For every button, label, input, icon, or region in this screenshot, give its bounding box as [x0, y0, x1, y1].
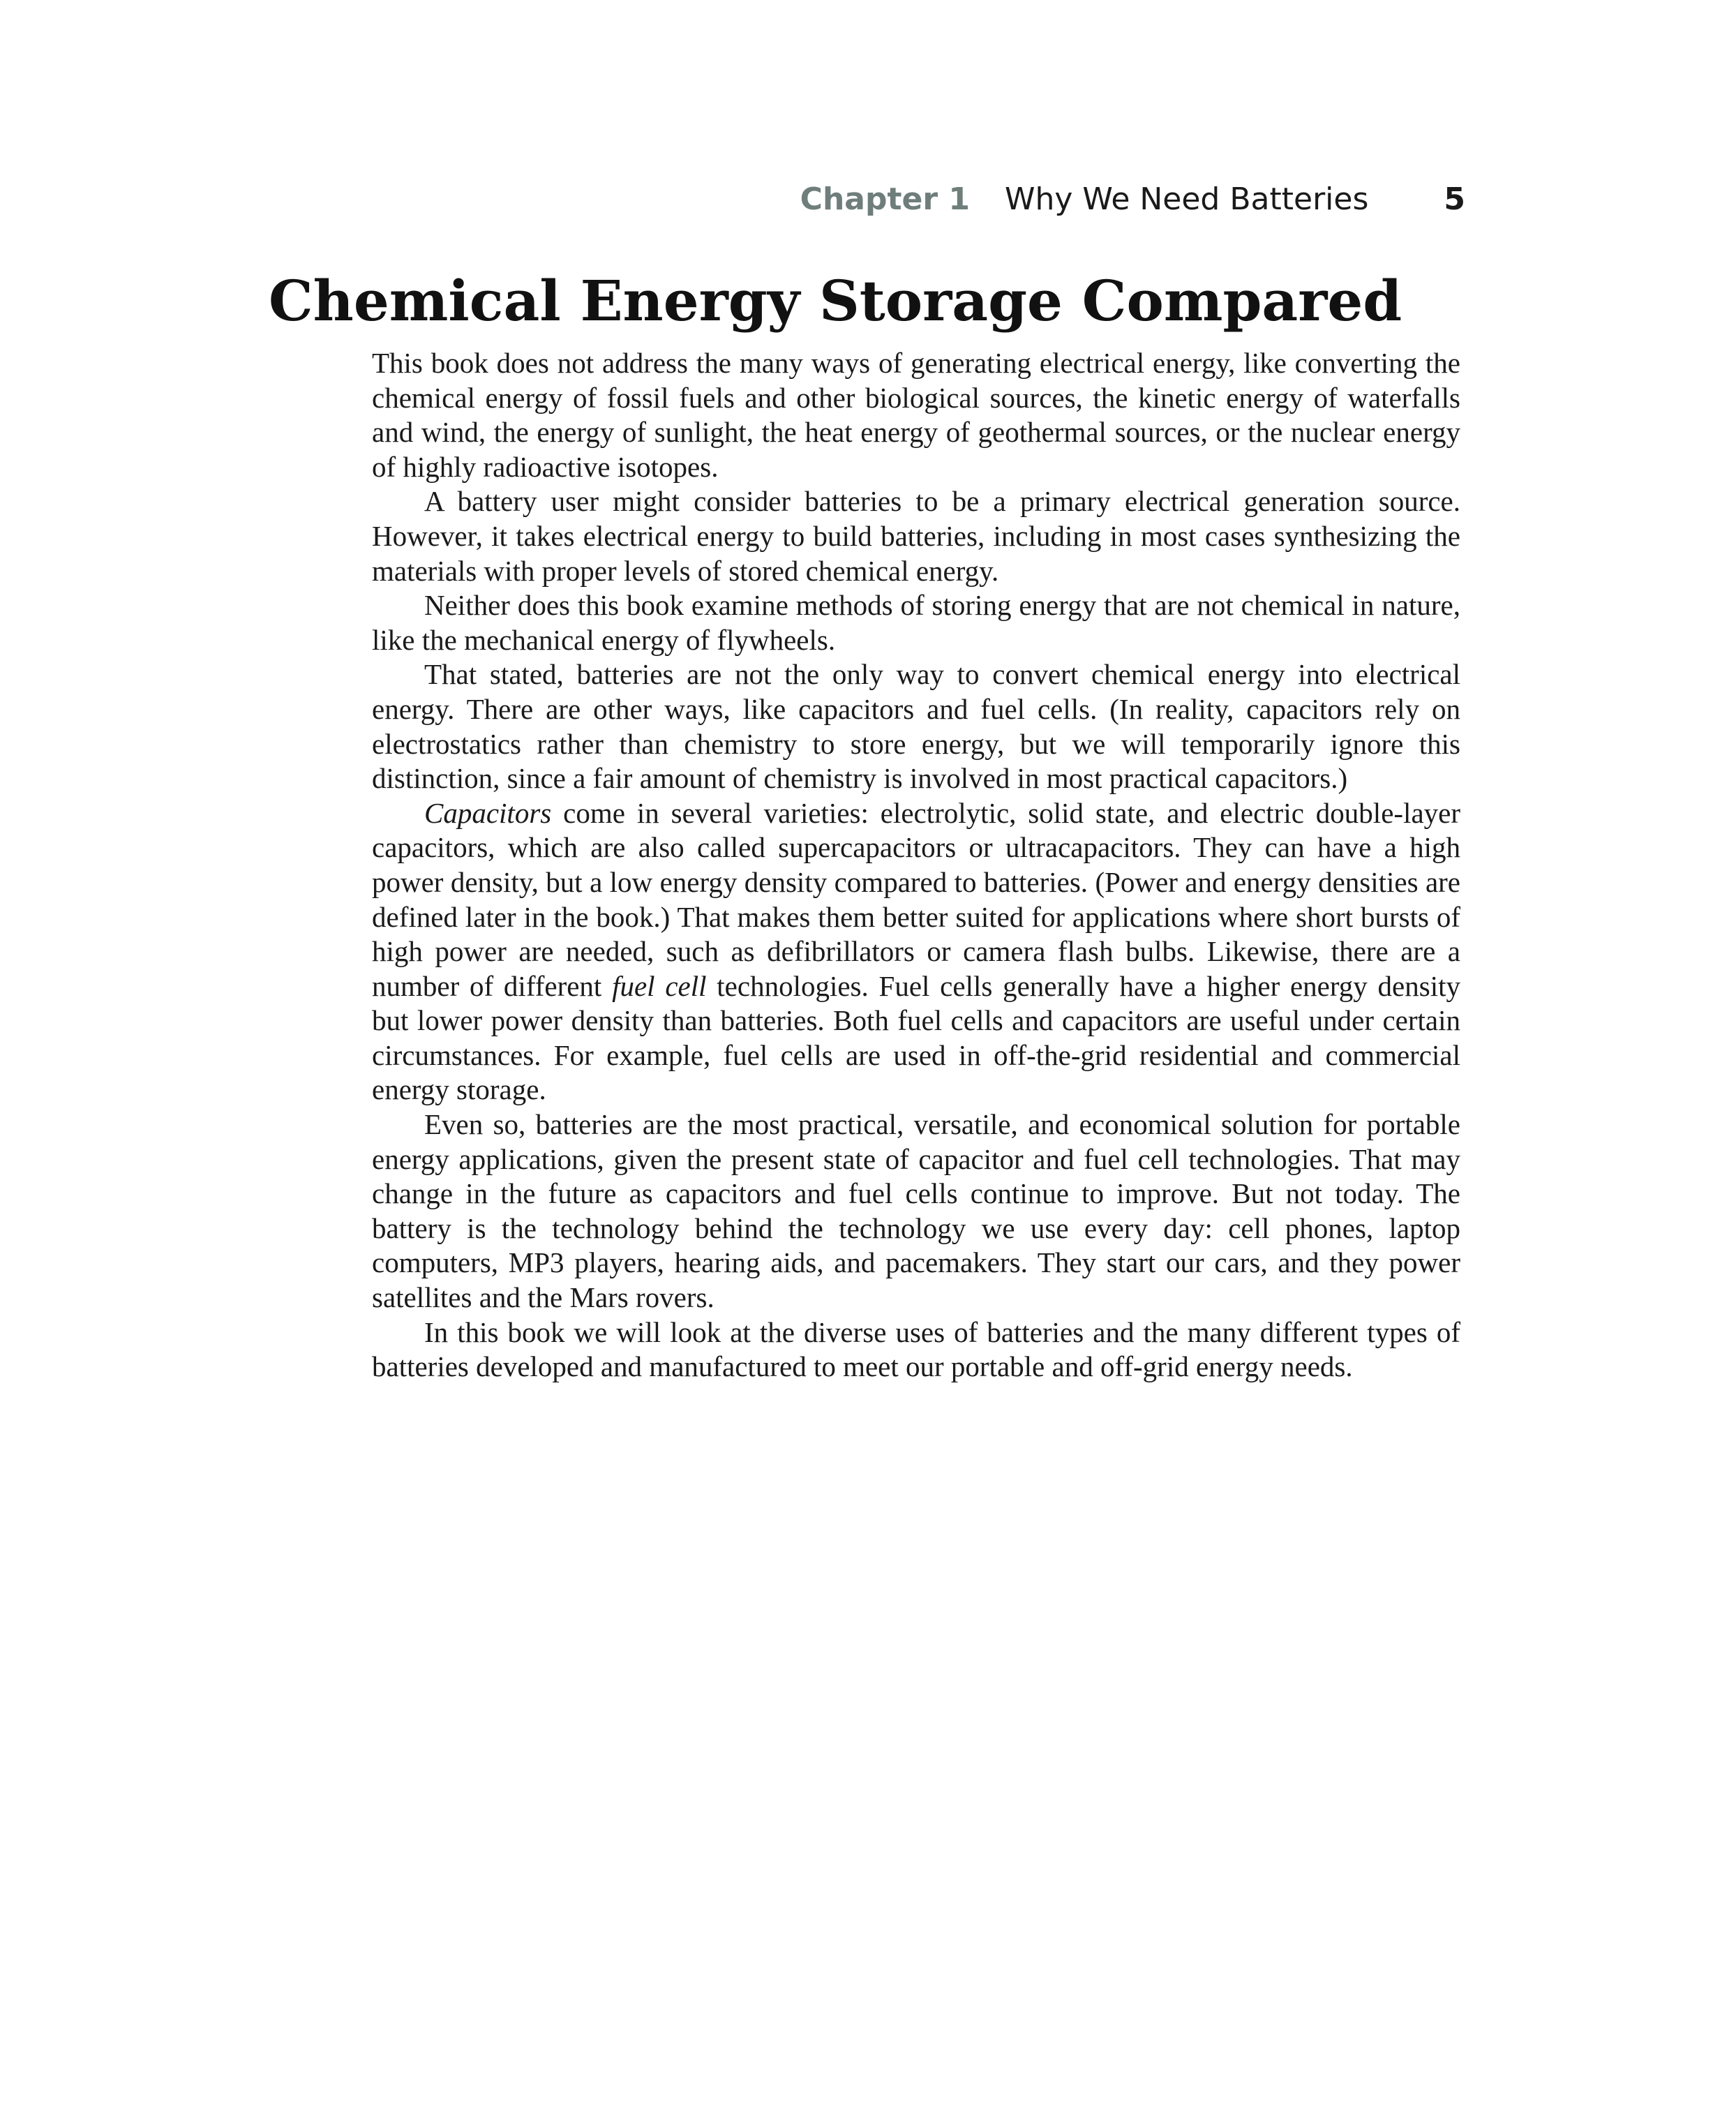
paragraph-5-text-a: come in several varieties: electrolytic, solid state, and electric double-layer capacitors, which are also called supercapacitors or ultracapacitors. They can have a high power density, but a low energy density compared to batteries. (Power and energy densities are defined later in the book.) That makes them better suited for applications where short bursts of high power are needed, such as defibrillators or camera flash bulbs. Likewise, there are a number of different [372, 796, 1460, 1002]
term-fuel-cell: fuel cell [612, 969, 707, 1002]
paragraph-7: In this book we will look at the diverse uses of batteries and the many different types of batteries developed and manufactured to meet our portable and off-grid energy needs. [372, 1315, 1460, 1383]
paragraph-6: Even so, batteries are the most practical, versatile, and economical solution for portable energy applications, given the present state of capacitor and fuel cell technologies. That may change in the future as capacitors and fuel cells continue to improve. But not today. The battery is the technology behind the technology we use every day: cell phones, laptop computers, MP3 players, hearing aids, and pacemakers. They start our cars, and they power satellites and the Mars rovers. [372, 1108, 1460, 1314]
running-head [800, 179, 1465, 221]
paragraph-2: A battery user might consider batteries to be a primary electrical generation source. However, it takes electrical energy to build batteries, including in most cases synthesizing the materials with proper levels of stored chemical energy. [372, 485, 1460, 587]
term-capacitors: Capacitors [424, 796, 552, 829]
paragraph-4: That stated, batteries are not the only way to convert chemical energy into electrical energy. There are other ways, like capacitors and fuel cells. (In reality, capacitors rely on electrostatics rather than chemistry to store energy, but we will temporarily ignore this distinction, since a fair amount of chemistry is involved in most practical capacitors.) [372, 658, 1460, 795]
paragraph-5 [372, 796, 1460, 1107]
paragraph-5-text-b: technologies. Fuel cells generally have a higher energy density but lower power density than batteries. Both fuel cells and capacitors are useful under certain circumstances. For example, fuel cells are used in off-the-grid residential and commercial energy storage. [372, 969, 1460, 1106]
body-text [372, 346, 1460, 1385]
section-heading: Chemical Energy Storage Compared [269, 268, 1402, 334]
paragraph-1: This book does not address the many ways of generating electrical energy, like converting the chemical energy of fossil fuels and other biological sources, the kinetic energy of waterfalls and wind, the energy of sunlight, the heat energy of geothermal sources, or the nuclear energy of highly radioactive isotopes. [372, 347, 1460, 483]
paragraph-3: Neither does this book examine methods of storing energy that are not chemical in nature, like the mechanical energy of flywheels. [372, 589, 1460, 656]
page-number: 5 [1444, 181, 1465, 217]
chapter-title: Why We Need Batteries [1004, 181, 1369, 217]
chapter-label: Chapter 1 [800, 181, 970, 217]
